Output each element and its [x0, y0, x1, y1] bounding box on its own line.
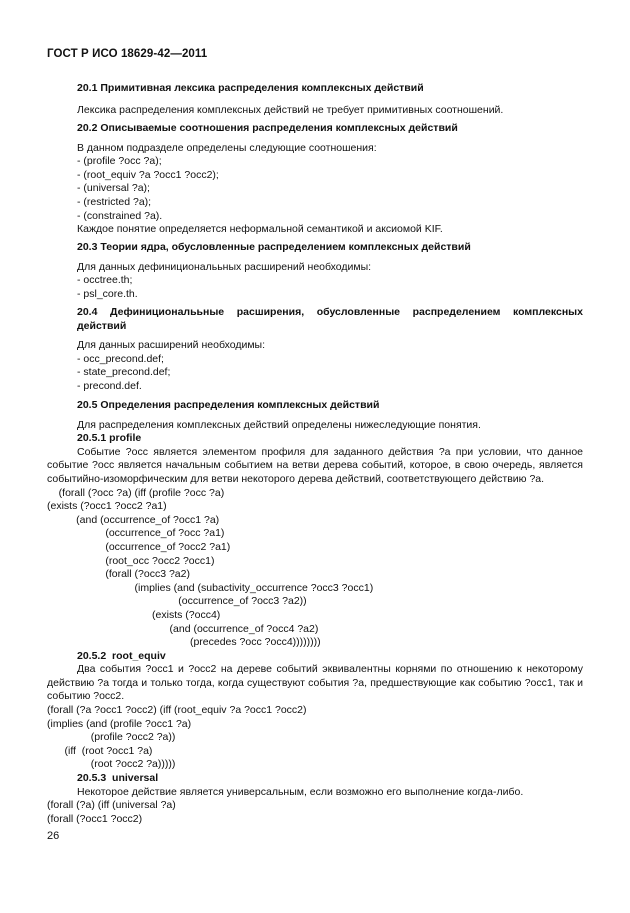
- axiom-line: (iff (root ?occ1 ?a): [47, 744, 153, 757]
- list-item: - occtree.th;: [77, 274, 133, 287]
- paragraph: Для данных расширений необходимы:: [77, 339, 266, 352]
- axiom-line: (forall (?occ1 ?occ2): [47, 812, 143, 825]
- list-item: - state_precond.def;: [77, 366, 171, 379]
- axiom-line: (root_occ ?occ2 ?occ1): [47, 554, 215, 567]
- axiom-line: (forall (?occ ?a) (iff (profile ?occ ?a): [47, 486, 225, 499]
- paragraph: Каждое понятие определяется неформальной семантикой и аксиомой KIF.: [77, 223, 443, 236]
- subsection-heading-profile: 20.5.1 profile: [77, 432, 142, 445]
- section-heading: 20.1 Примитивная лексика распределения комплексных действий: [77, 82, 424, 94]
- section-heading: 20.2 Описываемые соотношения распределения комплексных действий: [77, 122, 458, 134]
- paragraph: Событие ?occ является элементом профиля для заданного действия ?a при условии, что данное событие ?occ является начальным событием на ветви дерева событий, которое, в свою очередь, является событийно-изоморфическим для ветви некоторого дерева действий, соответствующего действию ?a.: [47, 445, 583, 485]
- section-20-3: [47, 241, 583, 301]
- list-item: - psl_core.th.: [77, 287, 138, 300]
- axiom-line: (forall (?occ3 ?a2): [47, 568, 190, 581]
- section-20-2: [47, 122, 583, 237]
- axiom-line: (implies (and (subactivity_occurrence ?occ3 ?occ1): [47, 581, 374, 594]
- paragraph: Для распределения комплексных действий определены нижеследующие понятия.: [77, 418, 481, 431]
- list-item: - (universal ?a);: [77, 182, 150, 195]
- axiom-line: (forall (?a) (iff (universal ?a): [47, 799, 176, 812]
- section-20-5: [47, 399, 583, 826]
- section-heading: 20.5 Определения распределения комплексных действий: [77, 399, 380, 411]
- page-number: 26: [47, 830, 60, 842]
- list-item: - (restricted ?a);: [77, 195, 152, 208]
- list-item: - occ_precond.def;: [77, 352, 164, 365]
- list-item: - (profile ?occ ?a);: [77, 155, 162, 168]
- subsection-heading-universal: 20.5.3 universal: [77, 772, 159, 785]
- paragraph: В данном подразделе определены следующие соотношения:: [77, 141, 377, 154]
- paragraph: Два события ?occ1 и ?occ2 на дереве событий эквивалентны корнями по отношению к некоторому действию ?a тогда и только тогда, когда существуют события ?a, предшествующие как событию ?occ1, так и событию ?occ2.: [47, 663, 583, 703]
- axiom-line: (root ?occ2 ?a))))): [47, 758, 176, 771]
- list-item: - (constrained ?a).: [77, 209, 163, 222]
- axiom-line: (forall (?a ?occ1 ?occ2) (iff (root_equiv ?a ?occ1 ?occ2): [47, 704, 307, 717]
- document-header: ГОСТ Р ИСО 18629-42—2011: [47, 48, 208, 60]
- axiom-line: (exists (?occ1 ?occ2 ?a1): [47, 500, 167, 513]
- axiom-line: (profile ?occ2 ?a)): [47, 731, 176, 744]
- paragraph: Лексика распределения комплексных действий не требует примитивных соотношений.: [77, 103, 504, 116]
- paragraph: Некоторое действие является универсальным, если возможно его выполнение когда-либо.: [77, 785, 524, 798]
- section-20-4: [47, 306, 583, 394]
- section-20-1: [47, 82, 583, 117]
- axiom-line: (occurrence_of ?occ ?a1): [47, 527, 225, 540]
- axiom-line: (and (occurrence_of ?occ1 ?a): [47, 513, 220, 526]
- axiom-line: (exists (?occ4): [47, 608, 221, 621]
- section-heading: 20.3 Теории ядра, обусловленные распределением комплексных действий: [77, 241, 471, 253]
- axiom-line: (and (occurrence_of ?occ4 ?a2): [47, 622, 319, 635]
- paragraph: Для данных дефинициональьных расширений необходимы:: [77, 260, 372, 273]
- axiom-line: (implies (and (profile ?occ1 ?a): [47, 717, 192, 730]
- axiom-line: (occurrence_of ?occ2 ?a1): [47, 540, 231, 553]
- list-item: - precond.def.: [77, 379, 142, 392]
- section-heading: 20.4 Дефинициональьные расширения, обусловленные распределением комплексных действий: [77, 306, 583, 332]
- subsection-heading-root-equiv: 20.5.2 root_equiv: [77, 649, 166, 662]
- list-item: - (root_equiv ?a ?occ1 ?occ2);: [77, 168, 219, 181]
- axiom-line: (occurrence_of ?occ3 ?a2)): [47, 595, 307, 608]
- axiom-line: (precedes ?occ ?occ4)))))))): [47, 636, 321, 649]
